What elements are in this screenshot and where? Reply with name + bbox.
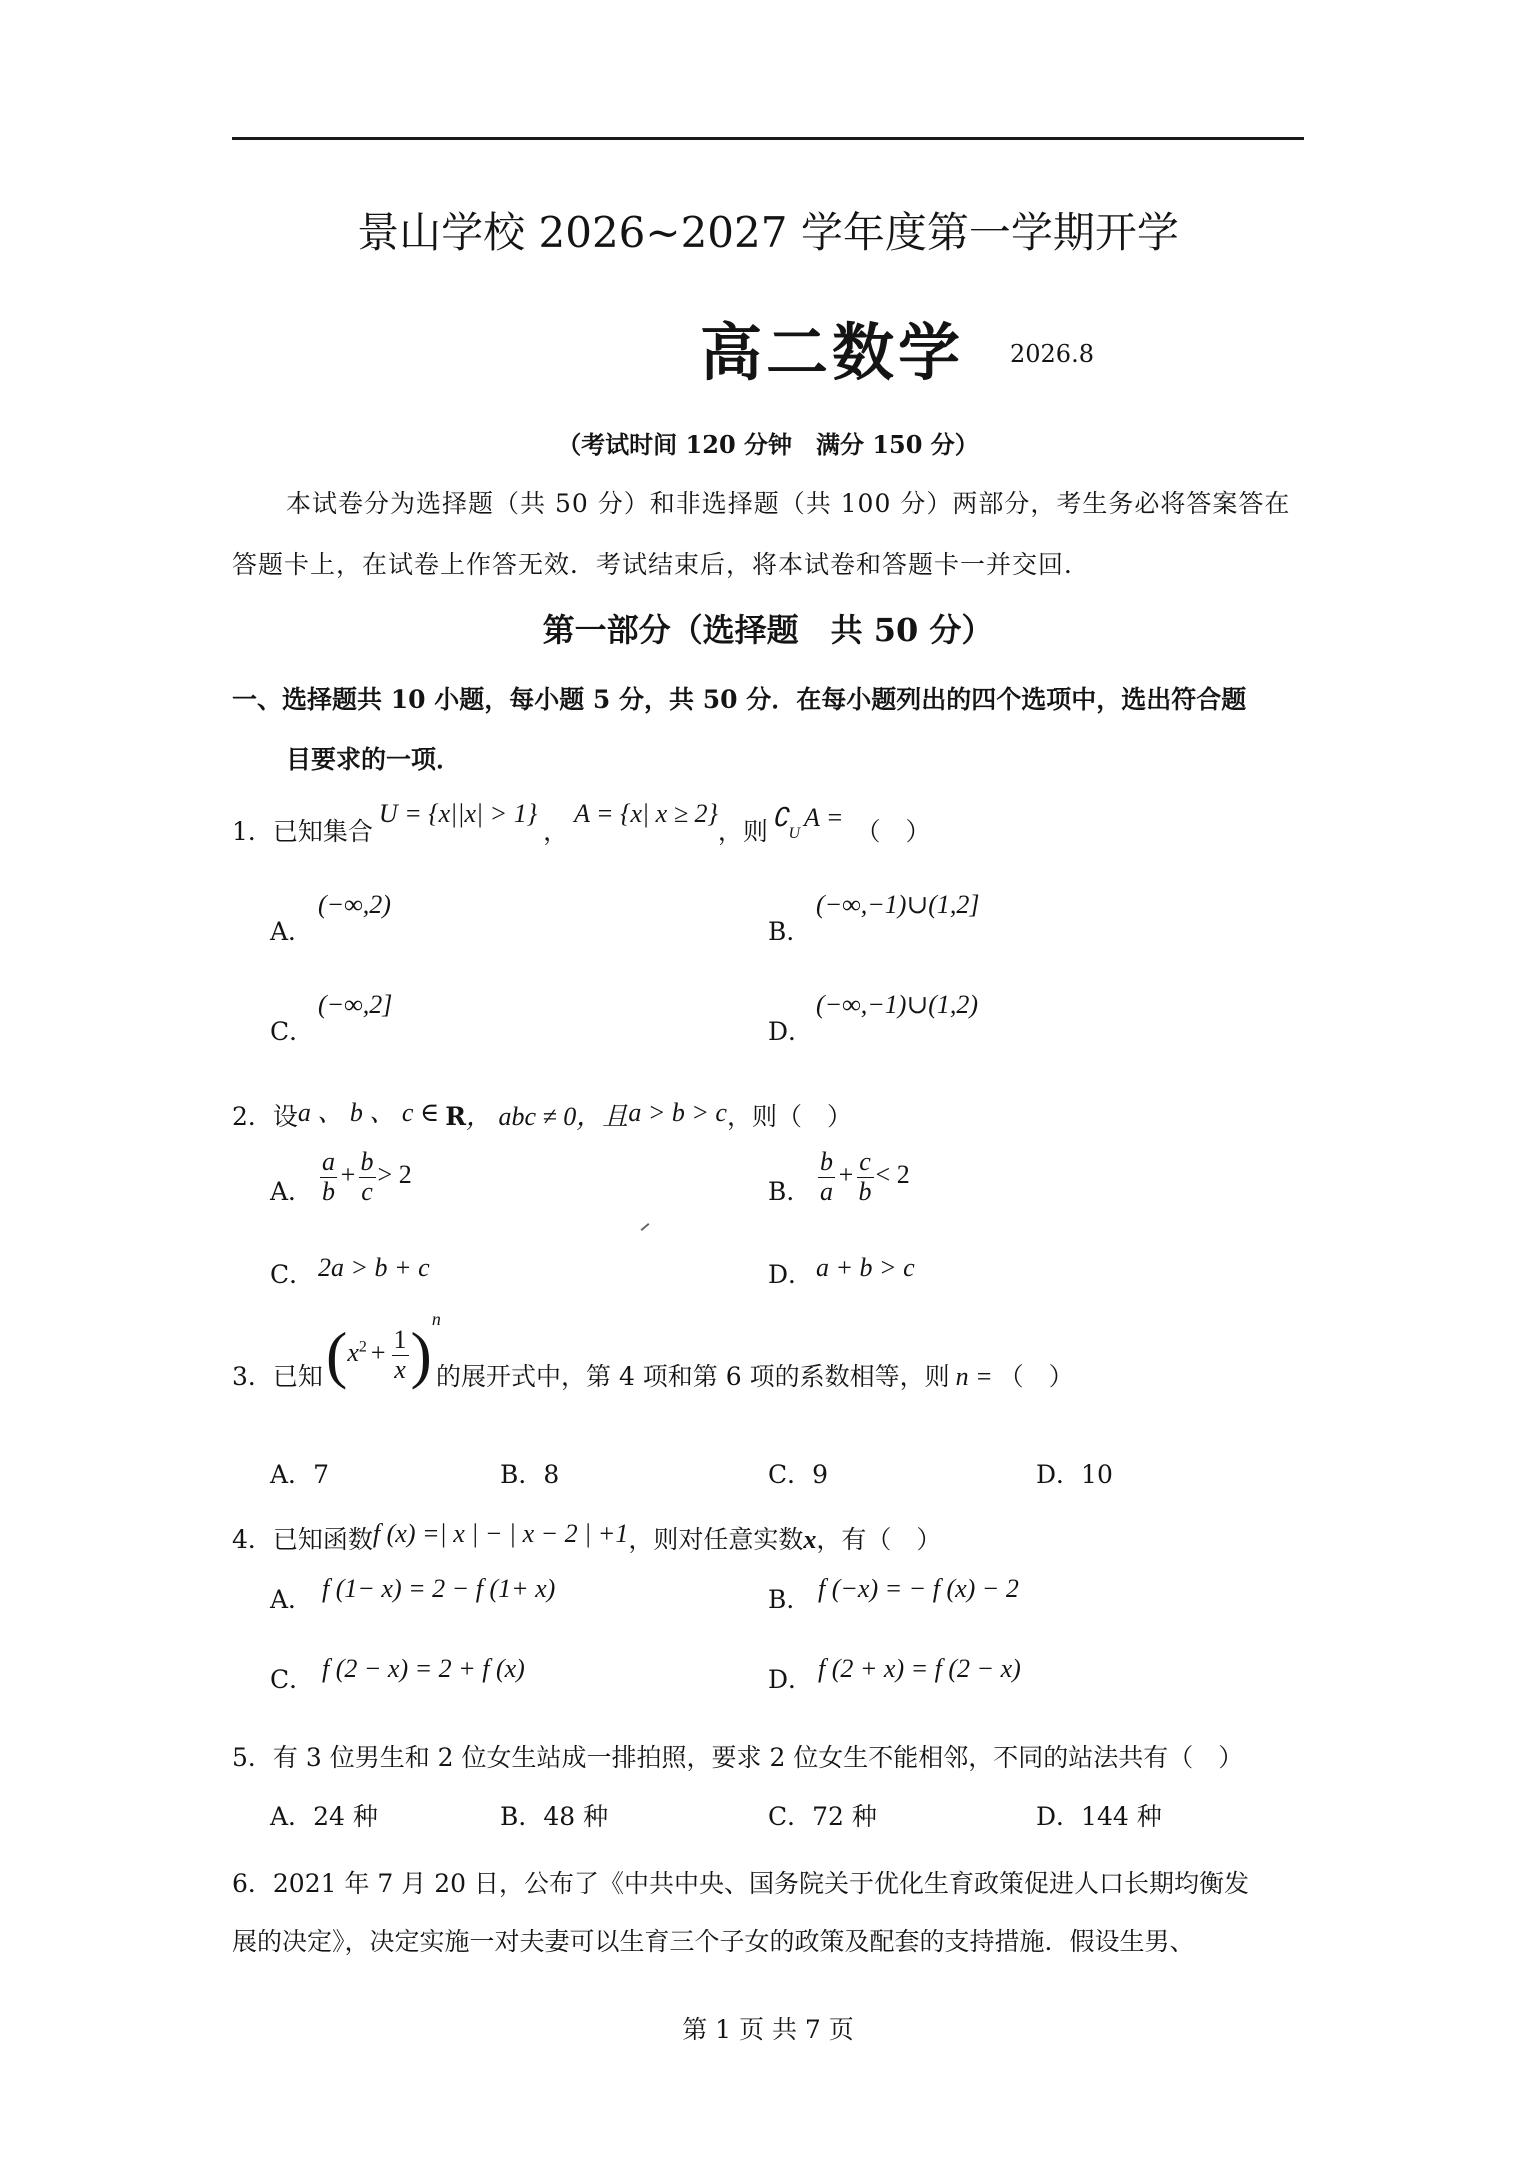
question-text: ，有（ ） [816, 1525, 942, 1554]
q2-option-d-label: D． [768, 1260, 814, 1289]
q5-option-b: B．48 种 [500, 1802, 609, 1831]
q2-option-a-value: $\frac{a}{b}$ + $\frac{b}{c}$ > 2 [322, 1147, 412, 1206]
binomial-expression: ($x^2$ + $\frac{1}{x}$ )$^n$ [326, 1309, 441, 1390]
intro-line-2: 答题卡上，在试卷上作答无效．考试结束后，将本试卷和答题卡一并交回． [232, 550, 1091, 579]
n-equals: n = [955, 1362, 993, 1391]
question-text: ，则 [717, 817, 768, 846]
question-text: ，则对任意实数 [628, 1525, 804, 1554]
question-5 [232, 1738, 1243, 1774]
section-instruction-line-2: 目要求的一项． [286, 745, 462, 774]
question-text: 的展开式中，第 4 项和第 6 项的系数相等，则 [436, 1362, 950, 1391]
set-a-expression: A = {x| x ≥ 2} [574, 799, 718, 828]
q2-option-a-label: A． [270, 1177, 314, 1206]
header-rule [232, 137, 1304, 140]
page-footer: 第 1 页 共 7 页 [682, 2015, 854, 2044]
question-text: 已知 [272, 1362, 323, 1391]
intro-line-1: 本试卷分为选择题（共 50 分）和非选择题（共 100 分）两部分，考生务必将答案答在 [286, 489, 1291, 518]
school-title: 景山学校 2026~2027 学年度第一学期开学 [357, 208, 1179, 257]
q1-option-d-label: D． [768, 1017, 814, 1046]
q3-option-c: C．9 [768, 1460, 829, 1489]
exam-date: 2026.8 [1010, 340, 1094, 368]
question-number: 4． [232, 1525, 273, 1554]
exam-time-info: （考试时间 120 分钟 满分 150 分） [557, 430, 979, 459]
q4-option-c-label: C． [270, 1665, 315, 1694]
question-1 [232, 799, 931, 851]
q3-option-b: B．8 [500, 1460, 560, 1489]
question-3-tail [436, 1357, 1074, 1393]
part-one-title: 第一部分（选择题 共 50 分） [542, 611, 994, 649]
q2-option-c-value: 2a > b + c [318, 1253, 430, 1282]
complement-symbol: ∁ [771, 803, 789, 832]
stray-mark [641, 1223, 650, 1231]
question-text: 已知函数 [272, 1525, 373, 1554]
reals-symbol: R [445, 1102, 466, 1131]
q3-option-a: A．7 [270, 1460, 329, 1489]
subject-title: 高二数学 [700, 316, 965, 389]
question-text: 设 [272, 1102, 298, 1131]
complement-subscript: U [788, 825, 800, 842]
separator: ， [543, 817, 569, 846]
q1-option-c-value: (−∞,2] [318, 990, 393, 1019]
q1-option-a-value: (−∞,2) [318, 890, 391, 919]
variable-x: x [803, 1525, 817, 1554]
question-text: ，则（ ） [726, 1102, 852, 1131]
q1-option-b-label: B． [768, 917, 812, 946]
q4-option-d-label: D． [768, 1665, 814, 1694]
complement-tail: A = [804, 803, 844, 832]
q1-option-b-value: (−∞,−1)∪(1,2] [816, 890, 980, 919]
question-4 [232, 1520, 941, 1556]
question-number: 5． [232, 1743, 273, 1772]
question-text: 已知集合 [272, 817, 373, 846]
answer-paren: （ ） [998, 1362, 1074, 1391]
condition-1: ， abc ≠ 0，且 [466, 1102, 629, 1131]
q2-option-d-value: a + b > c [816, 1253, 915, 1282]
variables: a 、 b 、 c ∈ [297, 1098, 440, 1127]
q2-option-b-label: B． [768, 1177, 812, 1206]
q1-option-a-label: A． [270, 917, 314, 946]
q3-option-d: D．10 [1036, 1460, 1113, 1489]
q2-option-c-label: C． [270, 1260, 315, 1289]
question-2 [232, 1096, 852, 1133]
q4-option-b-value: f (−x) = − f (x) − 2 [818, 1574, 1019, 1603]
q5-option-c: C．72 种 [768, 1802, 877, 1831]
q2-option-b-value: $\frac{b}{a}$ + $\frac{c}{b}$ < 2 [820, 1147, 910, 1206]
q1-option-d-value: (−∞,−1)∪(1,2) [816, 990, 979, 1019]
set-u-expression: U = {x||x| > 1} [378, 799, 538, 828]
question-number: 3． [232, 1362, 273, 1391]
question-text: 有 3 位男生和 2 位女生站成一排拍照，要求 2 位女生不能相邻，不同的站法共有（ ） [272, 1743, 1244, 1772]
q5-option-d: D．144 种 [1036, 1802, 1162, 1831]
q4-option-a-label: A． [270, 1585, 314, 1614]
question-6-line-2: 展的决定》，决定实施一对夫妻可以生育三个子女的政策及配套的支持措施．假设生男、 [232, 1927, 1195, 1956]
section-instruction-line-1: 一、选择题共 10 小题，每小题 5 分，共 50 分．在每小题列出的四个选项中，选出符合题 [232, 685, 1247, 714]
question-3 [232, 1357, 323, 1393]
question-number: 1． [232, 817, 273, 846]
q4-option-a-value: f (1− x) = 2 − f (1+ x) [322, 1574, 556, 1603]
question-6-line-1: 6．2021 年 7 月 20 日，公布了《中共中央、国务院关于优化生育政策促进人口长期均衡发 [232, 1869, 1249, 1898]
q1-option-c-label: C． [270, 1017, 315, 1046]
q5-option-a: A．24 种 [270, 1802, 378, 1831]
q4-option-b-label: B． [768, 1585, 812, 1614]
function-definition: f (x) =| x | − | x − 2 | +1 [372, 1519, 629, 1548]
question-number: 2． [232, 1102, 273, 1131]
answer-paren: （ ） [855, 817, 931, 846]
q4-option-d-value: f (2 + x) = f (2 − x) [818, 1654, 1021, 1683]
condition-2: a > b > c [628, 1098, 727, 1127]
q4-option-c-value: f (2 − x) = 2 + f (x) [322, 1654, 525, 1683]
